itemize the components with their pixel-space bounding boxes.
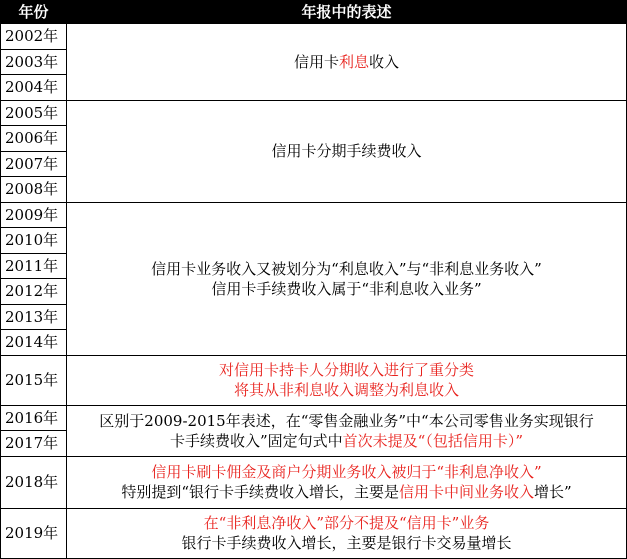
desc-line bbox=[67, 431, 626, 451]
desc-highlight: 首次未提及“（包括信用卡）” bbox=[342, 431, 523, 450]
year-cell: 2008年 bbox=[1, 177, 67, 203]
year-cell: 2019年 bbox=[1, 508, 67, 558]
year-cell: 2003年 bbox=[1, 49, 67, 75]
desc-line bbox=[67, 52, 626, 72]
year-cell: 2005年 bbox=[1, 100, 67, 126]
desc-text: 信用卡 bbox=[293, 52, 339, 71]
desc-highlight: 信用卡刷卡佣金及商户分期业务收入被归于“非利息净收入” bbox=[151, 463, 542, 481]
year-cell: 2009年 bbox=[1, 202, 67, 228]
year-cell: 2012年 bbox=[1, 279, 67, 305]
desc-text: 卡手续费收入”固定句式中 bbox=[169, 431, 343, 450]
table-row bbox=[1, 202, 627, 228]
desc-text: 增长” bbox=[534, 483, 572, 501]
header-year: 年份 bbox=[1, 1, 67, 24]
year-cell: 2013年 bbox=[1, 304, 67, 330]
desc-line: 信用卡手续费收入属于“非利息收入业务” bbox=[211, 279, 482, 298]
desc-highlight: 利息 bbox=[338, 52, 369, 71]
year-cell: 2007年 bbox=[1, 151, 67, 177]
desc-cell bbox=[67, 24, 627, 101]
year-cell: 2011年 bbox=[1, 253, 67, 279]
desc-cell bbox=[67, 508, 627, 558]
desc-cell bbox=[67, 456, 627, 508]
desc-cell bbox=[67, 405, 627, 456]
year-cell: 2015年 bbox=[1, 355, 67, 405]
table-row bbox=[1, 355, 627, 405]
desc-highlight: 在“非利息净收入”部分不提及“信用卡”业务 bbox=[203, 514, 490, 532]
year-cell: 2018年 bbox=[1, 456, 67, 508]
year-cell: 2016年 bbox=[1, 405, 67, 431]
header-row bbox=[1, 1, 627, 24]
table-row bbox=[1, 100, 627, 126]
desc-text: 收入 bbox=[369, 52, 400, 71]
year-cell: 2017年 bbox=[1, 431, 67, 457]
desc-highlight: 将其从非利息收入调整为利息收入 bbox=[233, 381, 459, 399]
desc-cell bbox=[67, 355, 627, 405]
table-row bbox=[1, 24, 627, 50]
year-cell: 2006年 bbox=[1, 126, 67, 152]
year-cell: 2002年 bbox=[1, 24, 67, 50]
desc-text: 特别提到“银行卡手续费收入增长，主要是 bbox=[121, 483, 399, 501]
header-desc: 年报中的表述 bbox=[67, 1, 627, 24]
desc-line: 区别于2009-2015年表述，在“零售金融业务”中“本公司零售业务实现银行 bbox=[99, 411, 594, 430]
table-row bbox=[1, 508, 627, 558]
table-row bbox=[1, 456, 627, 508]
year-cell: 2004年 bbox=[1, 75, 67, 101]
desc-cell bbox=[67, 202, 627, 355]
desc-line bbox=[67, 482, 626, 502]
desc-line: 信用卡分期手续费收入 bbox=[271, 142, 422, 160]
desc-highlight: 信用卡中间业务收入 bbox=[398, 483, 534, 501]
desc-highlight: 对信用卡持卡人分期收入进行了重分类 bbox=[218, 361, 474, 379]
desc-cell bbox=[67, 100, 627, 202]
table-row bbox=[1, 405, 627, 431]
desc-line: 信用卡业务收入又被划分为“利息收入”与“非利息业务收入” bbox=[151, 259, 542, 278]
desc-line: 银行卡手续费收入增长，主要是银行卡交易量增长 bbox=[181, 534, 512, 552]
year-cell: 2010年 bbox=[1, 228, 67, 254]
year-cell: 2014年 bbox=[1, 330, 67, 356]
